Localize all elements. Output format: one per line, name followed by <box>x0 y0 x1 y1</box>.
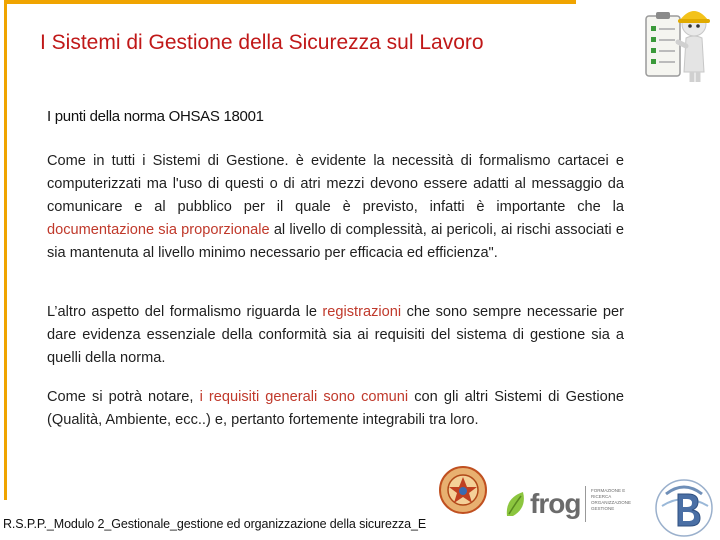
frog-logo-text: frog <box>530 488 581 519</box>
slide-subtitle: I punti della norma OHSAS 18001 <box>47 108 264 125</box>
paragraph-documentation <box>47 150 624 265</box>
paragraph-text: al livello di complessità, ai pericoli, ai rischi associati e sia mantenuta al livello minimo necessario per efficacia ed efficienza". <box>47 222 624 261</box>
slide-title: I Sistemi di Gestione della Sicurezza sul Lavoro <box>40 31 484 54</box>
paragraph-records <box>47 301 624 370</box>
paragraph-text: Come si potrà notare, <box>47 389 200 405</box>
circular-b-logo-icon <box>652 474 716 538</box>
frog-logo-divider <box>585 486 586 522</box>
seal-emblem-icon <box>438 465 488 515</box>
paragraph-text: che sono sempre necessarie per dare evidenza essenziale della conformità sia ai requisiti del sistema di gestione sia a quelli della norma. <box>47 304 624 366</box>
highlighted-term: documentazione sia proporzionale <box>47 222 270 238</box>
frog-logo-tagline: FORMAZIONE E RICERCA ORGANIZZAZIONE GESTIONE <box>591 488 632 511</box>
footer-caption: R.S.P.P._Modulo 2_Gestionale_gestione ed organizzazione della sicurezza_E <box>3 517 427 531</box>
paragraph-general-requirements <box>47 386 624 432</box>
paragraph-text: Come in tutti i Sistemi di Gestione. è evidente la necessità di formalismo cartacei e computerizzati ma l'uso di questi o di atri mezzi devono essere adatti al messaggio da comunicare e al pubblico per il quale è previsto, infatti è importante che la <box>47 153 624 215</box>
frame-left-border <box>4 0 7 500</box>
frog-leaf-icon <box>503 490 529 520</box>
frame-top-border <box>4 0 576 4</box>
frog-logo <box>503 486 643 526</box>
highlighted-term: registrazioni <box>322 304 402 320</box>
paragraph-text: L’altro aspetto del formalismo riguarda le <box>47 304 323 320</box>
checklist-worker-icon <box>634 2 716 84</box>
highlighted-term: i requisiti generali sono comuni <box>199 389 409 405</box>
paragraph-text: con gli altri Sistemi di Gestione (Qualità, Ambiente, ecc..) e, pertanto fortemente integrabili tra loro. <box>47 389 625 428</box>
